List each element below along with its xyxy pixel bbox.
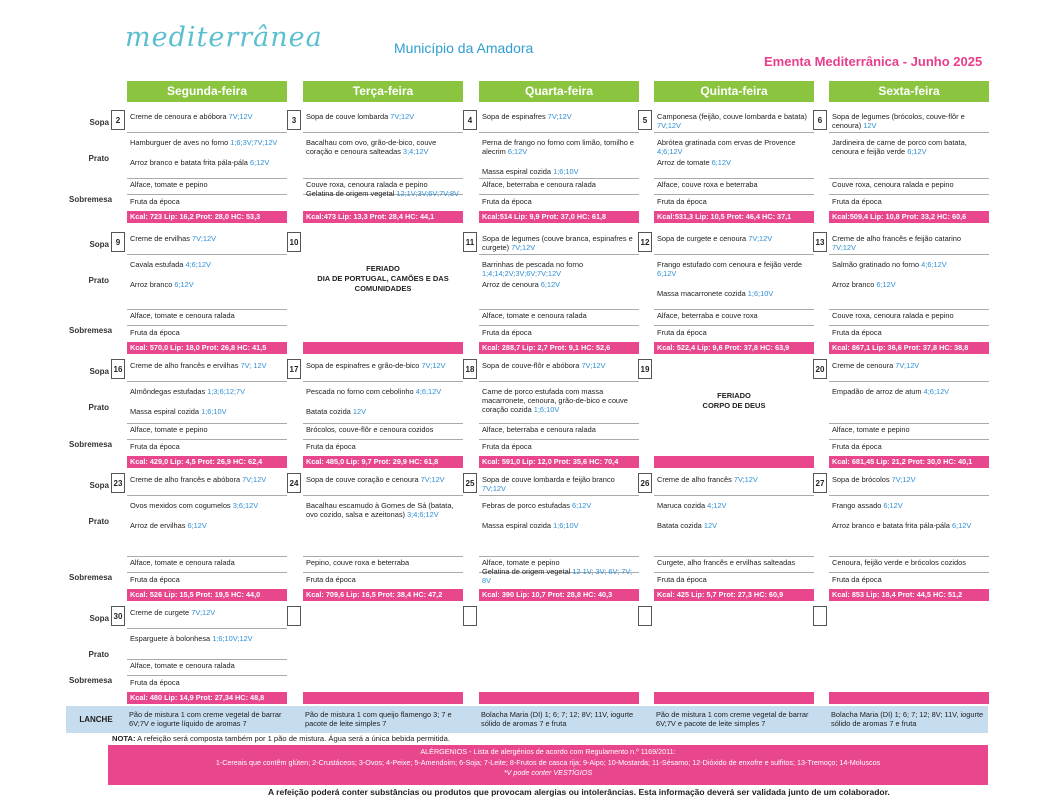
salad-divider: [654, 572, 814, 573]
soup-item: Creme de alho francês e abóbora 7V;12V: [130, 475, 267, 484]
soup-divider: [127, 381, 287, 382]
salad-divider: [127, 439, 287, 440]
main-dish-item: Massa espiral cozida 1;6;10V: [130, 407, 227, 416]
holiday-notice: [303, 264, 463, 294]
main-dish-item: Arroz de tomate 6;12V: [657, 158, 731, 167]
main-divider: [479, 423, 639, 424]
main-dish-item: Carne de porco estufada com massa macarronete, cenoura, grão-de-bico e couve coração cozida 1;6;10V: [482, 387, 628, 414]
main-dish-item: Frango estufado com cenoura e feijão verde 6;12V: [657, 260, 803, 278]
main-divider: [127, 423, 287, 424]
row-label-prato: Prato: [88, 154, 109, 163]
soup-divider: [303, 381, 463, 382]
main-divider: [654, 178, 814, 179]
main-dish-item: Almôndegas estufadas 1;3;6;12;7V: [130, 387, 246, 396]
row-label-prato: Prato: [88, 517, 109, 526]
main-dish-item-allergens: 3;6;12V: [232, 501, 259, 510]
main-divider: [829, 178, 989, 179]
row-label-sopa: Sopa: [89, 614, 109, 623]
main-divider: [303, 556, 463, 557]
salad-item: Alface, tomate e pepino: [130, 180, 208, 189]
nutrition-bar-empty: [479, 692, 639, 704]
salad-divider: [303, 439, 463, 440]
main-divider: [829, 556, 989, 557]
salad-item: Pepino, couve roxa e beterraba: [306, 558, 410, 567]
nutrition-bar: Kcal:473 Lip: 13,3 Prot: 28,4 HC: 44,1: [303, 211, 463, 223]
soup-divider: [654, 254, 814, 255]
main-dish-item-allergens: 1;6;10V: [553, 521, 579, 530]
salad-item: Alface, tomate e cenoura ralada: [130, 311, 235, 320]
salad-item: Alface, tomate e cenoura ralada: [130, 558, 235, 567]
soup-item: Creme de cenoura 7V;12V: [832, 361, 920, 370]
nutrition-bar-empty: [654, 692, 814, 704]
main-dish-item-allergens: 6;12V: [951, 521, 972, 530]
soup-divider: [829, 495, 989, 496]
main-divider: [829, 309, 989, 310]
main-dish-item-allergens: 4;6;12V: [185, 260, 211, 269]
day-number-box: 6: [813, 110, 827, 130]
allergens-title: ALÉRGENIOS - Lista de alergénios de acordo com Regulamento n.º 1169/2011:: [420, 747, 676, 756]
main-dish-item-allergens: 1;6;10V;12V: [212, 634, 253, 643]
row-label-sobremesa: Sobremesa: [69, 676, 113, 685]
nutrition-bar: Kcal: 480 Lip: 14,9 Prot: 27,34 HC: 48,8: [127, 692, 287, 704]
nutrition-bar: Kcal: 390 Lip: 10,7 Prot: 28,8 HC: 40,3: [479, 589, 639, 601]
nutrition-bar: Kcal: 485,0 Lip: 9,7 Prot: 29,9 HC: 61,8: [303, 456, 463, 468]
soup-divider: [127, 132, 287, 133]
soup-item: Sopa de legumes (couve branca, espinafres e curgete) 7V;12V: [482, 234, 633, 252]
salad-item: Couve roxa, cenoura ralada e pepino: [306, 180, 428, 189]
lanche-item: Pão de mistura 1 com queijo flamengo 3; 7 e pacote de leite simples 7: [305, 710, 452, 728]
day-number-box: 23: [111, 473, 125, 493]
day-number-box: 25: [463, 473, 477, 493]
soup-divider: [127, 628, 287, 629]
holiday-notice: [654, 391, 814, 411]
soup-item-allergens: 7V;12V: [192, 234, 216, 243]
main-dish-item-allergens: 6;12V: [174, 280, 194, 289]
day-number-box: [287, 606, 301, 626]
lanche-label: LANCHE: [79, 715, 113, 724]
row-label-prato: Prato: [88, 276, 109, 285]
soup-divider: [479, 132, 639, 133]
salad-item: Alface, tomate e pepino: [130, 425, 208, 434]
holiday-name: DIA DE PORTUGAL, CAMÕES E DAS COMUNIDADES: [317, 274, 449, 293]
dessert-item: Fruta da época: [482, 328, 532, 337]
day-number-box: 17: [287, 359, 301, 379]
day-header-2: Terça-feira: [303, 81, 463, 102]
salad-divider: [303, 572, 463, 573]
mediterranea-logo: mediterrânea: [125, 22, 323, 53]
main-dish-item-allergens: 6;12V: [711, 158, 731, 167]
day-number-box: 24: [287, 473, 301, 493]
day-number-box: 20: [813, 359, 827, 379]
main-dish-item: Batata cozida 12V: [657, 521, 717, 530]
soup-item: Creme de cenoura e abóbora 7V;12V: [130, 112, 253, 121]
dessert-item: Fruta da época: [130, 575, 180, 584]
salad-divider: [829, 572, 989, 573]
nutrition-bar: Kcal: 429,0 Lip: 4,5 Prot: 26,9 HC: 62,4: [127, 456, 287, 468]
soup-item: Sopa de couve-flôr e abóbora 7V;12V: [482, 361, 606, 370]
salad-item: Cenoura, feijão verde e brócolos cozidos: [832, 558, 966, 567]
main-dish-item-allergens: 1;6;10V: [533, 405, 560, 414]
lanche-item: Pão de mistura 1 com creme vegetal de barrar 6V;7V e pacote de leite simples 7: [656, 710, 809, 728]
nutrition-bar: Kcal: 522,4 Lip: 9,6 Prot: 37,8 HC: 63,9: [654, 342, 814, 354]
soup-item: Creme de alho francês 7V;12V: [657, 475, 758, 484]
dessert-item: Fruta da época: [130, 442, 180, 451]
soup-item-allergens: 7V;12V: [748, 234, 773, 243]
main-divider: [654, 556, 814, 557]
salad-divider: [479, 439, 639, 440]
salad-item: Couve roxa, cenoura ralada e pepino: [832, 311, 954, 320]
soup-item-allergens: 7V;12V: [657, 121, 681, 130]
salad-item: Alface, beterraba e cenoura ralada: [482, 180, 596, 189]
row-label-sopa: Sopa: [89, 240, 109, 249]
nutrition-bar: Kcal:509,4 Lip: 10,8 Prot: 33,2 HC: 60,6: [829, 211, 989, 223]
main-dish-item-allergens: 6;12V: [571, 501, 592, 510]
day-header-4: Quinta-feira: [654, 81, 814, 102]
main-dish-item-allergens: 3;4;12V: [402, 147, 429, 156]
soup-divider: [479, 495, 639, 496]
footer-disclaimer: A refeição poderá conter substâncias ou produtos que provocam alergias ou intolerâncias. Esta informação deverá ser validada junto de um colaborador.: [268, 787, 890, 797]
soup-item: Sopa de espinafres 7V;12V: [482, 112, 572, 121]
main-dish-item: Arroz branco 6;12V: [832, 280, 896, 289]
main-dish-item-allergens: 1;6;10V: [553, 167, 579, 176]
main-dish-item: Arroz de ervilhas 6;12V: [130, 521, 207, 530]
day-number-box: 9: [111, 232, 125, 252]
main-dish-item-allergens: 3;4;6;12V: [407, 510, 439, 519]
main-dish-item: Arroz branco e batata frita pála-pála 6;12V: [832, 521, 972, 530]
dessert-item: Fruta da época: [657, 197, 707, 206]
soup-item-allergens: 7V;12V: [228, 112, 253, 121]
soup-item-allergens: 7V; 12V: [240, 361, 267, 370]
soup-item: Sopa de couve lombarda 7V;12V: [306, 112, 415, 121]
main-dish-item-allergens: 6;12V: [883, 501, 903, 510]
main-dish-item: Cavala estufada 4;6;12V: [130, 260, 211, 269]
dessert-item: Fruta da época: [832, 575, 882, 584]
day-number-box: 5: [638, 110, 652, 130]
dessert-item: Gelatina de origem vegetal 12;1V;3V;6V;7V;8V: [306, 189, 459, 198]
main-dish-item: Hamburguer de aves no forno 1;6;3V;7V;12V: [130, 138, 278, 147]
soup-divider: [479, 381, 639, 382]
salad-divider: [654, 194, 814, 195]
main-dish-item: Pescada no forno com cebolinho 4;6;12V: [306, 387, 442, 396]
soup-item: Sopa de espinafres e grão-de-bico 7V;12V: [306, 361, 446, 370]
dessert-item: Fruta da época: [130, 678, 180, 687]
day-number-box: 12: [638, 232, 652, 252]
soup-item: Creme de ervilhas 7V;12V: [130, 234, 216, 243]
nutrition-bar: Kcal: 570,0 Lip: 18,0 Prot: 26,8 HC: 41,5: [127, 342, 287, 354]
main-divider: [654, 309, 814, 310]
salad-divider: [479, 325, 639, 326]
day-number-box: 16: [111, 359, 125, 379]
soup-divider: [829, 254, 989, 255]
salad-divider: [127, 194, 287, 195]
dessert-item: Fruta da época: [306, 442, 356, 451]
dessert-item: Fruta da época: [657, 575, 707, 584]
row-label-sopa: Sopa: [89, 367, 109, 376]
nutrition-bar: Kcal: 425 Lip: 5,7 Prot: 27,3 HC: 60,9: [654, 589, 814, 601]
dessert-item: Fruta da época: [130, 328, 180, 337]
soup-item-allergens: 7V;12V: [390, 112, 415, 121]
day-number-box: 10: [287, 232, 301, 252]
soup-item: Sopa de legumes (brócolos, couve-flôr e cenoura) 12V: [832, 112, 965, 130]
dessert-item: Fruta da época: [482, 197, 532, 206]
main-dish-item: Ovos mexidos com cogumelos 3;6;12V: [130, 501, 259, 510]
soup-item-allergens: 7V;12V: [832, 243, 856, 252]
soup-divider: [654, 495, 814, 496]
day-number-box: 27: [813, 473, 827, 493]
main-dish-item-allergens: 6;12V: [507, 147, 528, 156]
main-dish-item: Arroz branco 6;12V: [130, 280, 194, 289]
salad-divider: [829, 439, 989, 440]
main-dish-item-allergens: 1;4;14;2V;3V;6V;7V;12V: [482, 269, 562, 278]
main-divider: [127, 556, 287, 557]
dessert-item-allergens: 12;1V;3V;6V;7V;8V: [396, 189, 459, 198]
day-header-3: Quarta-feira: [479, 81, 639, 102]
nutrition-bar-empty: [303, 342, 463, 354]
main-dish-item-allergens: 6;12V: [249, 158, 270, 167]
main-dish-item-allergens: 12V: [352, 407, 366, 416]
dessert-item: Fruta da época: [306, 575, 356, 584]
main-dish-item: Bacalhau com ovo, grão-de-bico, couve coração e cenoura salteadas 3;4;12V: [306, 138, 437, 156]
nutrition-bar: Kcal: 288,7 Lip: 2,7 Prot: 9,1 HC: 52,6: [479, 342, 639, 354]
salad-divider: [127, 325, 287, 326]
salad-divider: [829, 325, 989, 326]
day-number-box: [813, 606, 827, 626]
row-label-sobremesa: Sobremesa: [69, 326, 113, 335]
main-dish-item-allergens: 1;3;6;12;7V: [207, 387, 246, 396]
main-dish-item: Arroz branco e batata frita pála-pála 6;12V: [130, 158, 270, 167]
main-dish-item: Barrinhas de pescada no forno 1;4;14;2V;3V;6V;7V;12V: [482, 260, 584, 278]
salad-divider: [479, 194, 639, 195]
soup-item-allergens: 7V;12V: [191, 608, 216, 617]
main-dish-item: Salmão gratinado no forno 4;6;12V: [832, 260, 947, 269]
main-dish-item: Frango assado 6;12V: [832, 501, 903, 510]
day-number-box: [638, 606, 652, 626]
day-number-box: 18: [463, 359, 477, 379]
soup-divider: [303, 132, 463, 133]
soup-item: Sopa de couve lombarda e feijão branco 7V;12V: [482, 475, 615, 493]
soup-item-allergens: 7V;12V: [420, 475, 445, 484]
main-dish-item: Jardineira de carne de porco com batata, cenoura e feijão verde 6;12V: [832, 138, 967, 156]
main-dish-item: Batata cozida 12V: [306, 407, 366, 416]
row-label-sobremesa: Sobremesa: [69, 440, 113, 449]
salad-item: Couve roxa, cenoura ralada e pepino: [832, 180, 954, 189]
day-number-box: 30: [111, 606, 125, 626]
soup-divider: [829, 132, 989, 133]
main-dish-item: Perna de frango no forno com limão, tomilho e alecrim 6;12V: [482, 138, 635, 156]
dessert-item: Fruta da época: [130, 197, 180, 206]
soup-item-allergens: 7V;12V: [482, 484, 506, 493]
holiday-title: FERIADO: [366, 264, 400, 273]
allergens-box: [108, 745, 988, 785]
soup-item: Creme de alho francês e ervilhas 7V; 12V: [130, 361, 267, 370]
holiday-name: CORPO DE DEUS: [702, 401, 766, 410]
soup-item-allergens: 12V: [863, 121, 877, 130]
soup-item: Sopa de couve coração e cenoura 7V;12V: [306, 475, 445, 484]
dessert-item: Fruta da época: [832, 442, 882, 451]
main-dish-item: Massa espiral cozida 1;6;10V: [482, 521, 579, 530]
soup-item-allergens: 7V;12V: [242, 475, 267, 484]
main-dish-item: Abrótea gratinada com ervas de Provence 4;6;12V: [657, 138, 796, 156]
salad-item: Alface, beterraba e couve roxa: [657, 311, 758, 320]
allergens-note: *V pode conter VESTÍGIOS: [503, 768, 593, 777]
day-number-box: 3: [287, 110, 301, 130]
salad-item: Alface, tomate e pepino: [832, 425, 910, 434]
row-label-prato: Prato: [88, 650, 109, 659]
main-divider: [127, 659, 287, 660]
salad-item: Alface, couve roxa e beterraba: [657, 180, 758, 189]
nota-text: NOTA: A refeição será composta também por 1 pão de mistura. Água será a única bebida permitida.: [112, 734, 450, 743]
main-dish-item-allergens: 1;6;10V: [747, 289, 774, 298]
soup-divider: [479, 254, 639, 255]
main-dish-item: Arroz de cenoura 6;12V: [482, 280, 561, 289]
main-dish-item-allergens: 6;12V: [540, 280, 561, 289]
dessert-item: Fruta da época: [832, 197, 882, 206]
nutrition-bar: Kcal: 681,45 Lip: 21,2 Prot: 30,0 HC: 40,1: [829, 456, 989, 468]
main-divider: [479, 309, 639, 310]
salad-divider: [127, 572, 287, 573]
day-header-1: Segunda-feira: [127, 81, 287, 102]
row-label-sobremesa: Sobremesa: [69, 195, 113, 204]
main-divider: [127, 309, 287, 310]
municipality-title: Município da Amadora: [394, 40, 534, 56]
main-dish-item-allergens: 1;6;3V;7V;12V: [230, 138, 278, 147]
dessert-item: Fruta da época: [832, 328, 882, 337]
main-divider: [829, 423, 989, 424]
row-label-sobremesa: Sobremesa: [69, 573, 113, 582]
nutrition-bar: Kcal: 723 Lip: 16,2 Prot: 28,0 HC: 53,3: [127, 211, 287, 223]
main-dish-item-allergens: 4;6;12V: [923, 387, 950, 396]
main-divider: [303, 423, 463, 424]
day-number-box: 19: [638, 359, 652, 379]
soup-item: Creme de alho francês e feijão catarino 7V;12V: [832, 234, 961, 252]
main-dish-item-allergens: 1;6;10V: [201, 407, 227, 416]
main-dish-item-allergens: 4;12V: [707, 501, 727, 510]
soup-item-allergens: 7V;12V: [891, 475, 916, 484]
main-dish-item-allergens: 6;12V: [187, 521, 207, 530]
main-dish-item: Esparguete à bolonhesa 1;6;10V;12V: [130, 634, 253, 643]
nutrition-bar: Kcal: 867,1 Lip: 36,6 Prot: 37,8 HC: 38,8: [829, 342, 989, 354]
nutrition-bar: Kcal:514 Lip: 9,9 Prot: 37,0 HC: 61,8: [479, 211, 639, 223]
dessert-item: Gelatina de origem vegetal 12 1V; 3V; 6V; 7V; 8V: [482, 567, 633, 585]
soup-item: Creme de curgete 7V;12V: [130, 608, 216, 617]
main-divider: [303, 178, 463, 179]
day-header-5: Sexta-feira: [829, 81, 989, 102]
soup-item-allergens: 7V;12V: [895, 361, 920, 370]
salad-item: Alface, tomate e cenoura ralada: [482, 311, 587, 320]
row-label-sopa: Sopa: [89, 481, 109, 490]
row-label-prato: Prato: [88, 403, 109, 412]
main-dish-item-allergens: 4;6;12V: [415, 387, 442, 396]
nutrition-bar: Kcal: 591,0 Lip: 12,0 Prot: 35,6 HC: 70,4: [479, 456, 639, 468]
menu-title: Ementa Mediterrânica - Junho 2025: [764, 54, 983, 69]
soup-divider: [829, 381, 989, 382]
nutrition-bar-empty: [829, 692, 989, 704]
soup-item-allergens: 7V;12V: [421, 361, 446, 370]
main-dish-item: Massa espiral cozida 1;6;10V: [482, 167, 579, 176]
salad-item: Alface, tomate e pepino: [482, 558, 560, 567]
soup-item-allergens: 7V;12V: [547, 112, 572, 121]
salad-item: Brócolos, couve-flôr e cenoura cozidos: [306, 425, 434, 434]
main-dish-item-allergens: 4;6;12V: [657, 147, 683, 156]
day-number-box: 2: [111, 110, 125, 130]
day-number-box: 4: [463, 110, 477, 130]
day-number-box: 13: [813, 232, 827, 252]
main-dish-item: Empadão de arroz de atum 4;6;12V: [832, 387, 950, 396]
dessert-item-allergens: 12 1V; 3V; 6V; 7V; 8V: [482, 567, 633, 585]
nutrition-bar: Kcal: 853 Lip: 18,4 Prot: 44,5 HC: 51,2: [829, 589, 989, 601]
soup-divider: [303, 495, 463, 496]
salad-item: Alface, tomate e cenoura ralada: [130, 661, 235, 670]
soup-item: Sopa de brócolos 7V;12V: [832, 475, 916, 484]
salad-item: Alface, beterraba e cenoura ralada: [482, 425, 596, 434]
main-dish-item-allergens: 6;12V: [907, 147, 927, 156]
nutrition-bar: Kcal:531,3 Lip: 10,5 Prot: 46,4 HC: 37,1: [654, 211, 814, 223]
main-dish-item-allergens: 12V: [703, 521, 717, 530]
main-divider: [127, 178, 287, 179]
dessert-item: Fruta da época: [482, 442, 532, 451]
main-dish-item-allergens: 4;6;12V: [921, 260, 947, 269]
soup-item-allergens: 7V;12V: [733, 475, 758, 484]
main-divider: [479, 556, 639, 557]
soup-item: Sopa de curgete e cenoura 7V;12V: [657, 234, 773, 243]
main-dish-item: Massa macarronete cozida 1;6;10V: [657, 289, 774, 298]
soup-divider: [127, 254, 287, 255]
soup-item: Camponesa (feijão, couve lombarda e batata) 7V;12V: [657, 112, 807, 130]
salad-item: Curgete, alho francês e ervilhas salteadas: [657, 558, 796, 567]
main-dish-item-allergens: 6;12V: [876, 280, 896, 289]
soup-item-allergens: 7V;12V: [581, 361, 606, 370]
allergens-list: 1-Cereais que contêm glúten; 2-Crustáceos; 3-Ovos; 4-Peixe; 5-Amendoim; 6-Soja; 7-Leite; 8-Frutos de casca rija; 9-Aipo; 10-Mostarda; 11-Sésamo; 12-Dióxido de enxofre e sulfitos; 13-Tremoço; 14-Moluscos: [215, 757, 881, 767]
lanche-item: Pão de mistura 1 com creme vegetal de barrar 6V;7V e iogurte líquido de aromas 7: [129, 710, 282, 728]
lanche-item: Bolacha Maria (DI) 1; 6; 7; 12; 8V; 11V, iogurte sólido de aromas 7 e fruta: [831, 710, 984, 728]
soup-divider: [127, 495, 287, 496]
nota-body: A refeição será composta também por 1 pão de mistura. Água será a única bebida permitida.: [135, 734, 450, 743]
main-dish-item-allergens: 6;12V: [657, 269, 677, 278]
salad-divider: [654, 325, 814, 326]
nutrition-bar-empty: [303, 692, 463, 704]
nutrition-bar: Kcal: 526 Lip: 15,5 Prot: 19,5 HC: 44,0: [127, 589, 287, 601]
row-label-sopa: Sopa: [89, 118, 109, 127]
day-number-box: [463, 606, 477, 626]
salad-divider: [127, 675, 287, 676]
nutrition-bar-empty: [654, 456, 814, 468]
main-dish-item: Bacalhau escamudo à Gomes de Sá (batata, ovo cozido, salsa e azeitonas) 3;4;6;12V: [306, 501, 454, 519]
salad-divider: [829, 194, 989, 195]
lanche-item: Bolacha Maria (DI) 1; 6; 7; 12; 8V; 11V, iogurte sólido de aromas 7 e fruta: [481, 710, 634, 728]
nutrition-bar: Kcal: 709,6 Lip: 16,5 Prot: 38,4 HC: 47,2: [303, 589, 463, 601]
main-dish-item: Maruca cozida 4;12V: [657, 501, 727, 510]
dessert-item: Fruta da época: [657, 328, 707, 337]
day-number-box: 11: [463, 232, 477, 252]
soup-divider: [654, 132, 814, 133]
soup-item-allergens: 7V;12V: [511, 243, 536, 252]
day-number-box: 26: [638, 473, 652, 493]
main-dish-item: Febras de porco estufadas 6;12V: [482, 501, 592, 510]
main-divider: [479, 178, 639, 179]
holiday-title: FERIADO: [717, 391, 751, 400]
